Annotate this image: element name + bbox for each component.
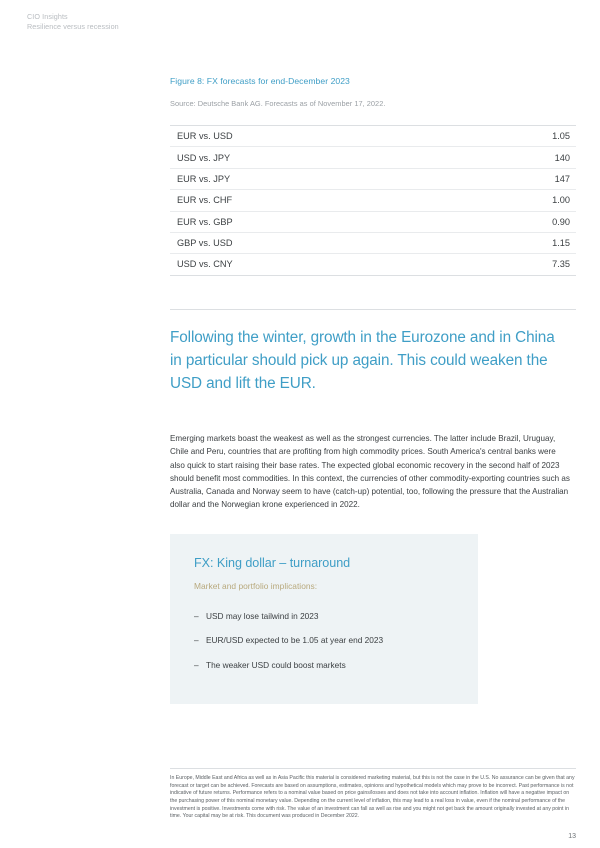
currency-pair-label: USD vs. JPY xyxy=(177,152,231,163)
list-item-label: EUR/USD expected to be 1.05 at year end 2023 xyxy=(206,635,384,646)
table-row xyxy=(170,147,576,168)
currency-pair-label: GBP vs. USD xyxy=(177,238,233,249)
list-item xyxy=(194,604,454,629)
figure-source: Source: Deutsche Bank AG. Forecasts as of November 17, 2022. xyxy=(170,99,386,108)
fx-forecast-table xyxy=(170,125,576,276)
currency-pair-label: EUR vs. USD xyxy=(177,131,233,142)
pull-quote: Following the winter, growth in the Eurozone and in China in particular should pick up again. This could weaken the USD and lift the EUR. xyxy=(170,328,555,393)
list-item xyxy=(194,629,454,654)
page-footer xyxy=(170,768,576,821)
list-item-label: USD may lose tailwind in 2023 xyxy=(206,610,319,621)
table-row xyxy=(170,232,576,253)
table-row xyxy=(170,126,576,147)
callout-title: FX: King dollar – turnaround xyxy=(194,556,351,571)
table-row xyxy=(170,254,576,275)
main-content xyxy=(170,0,576,704)
dash-bullet-icon: – xyxy=(194,635,199,646)
document-header xyxy=(27,12,119,31)
currency-pair-value: 1.15 xyxy=(552,238,570,249)
section-divider xyxy=(170,309,576,310)
currency-pair-value: 1.05 xyxy=(552,131,570,142)
table-row xyxy=(170,168,576,189)
currency-pair-value: 140 xyxy=(554,152,570,163)
header-title-line: CIO Insights xyxy=(27,12,68,21)
body-paragraph: Emerging markets boast the weakest as well as the strongest currencies. The latter include Brazil, Uruguay, Chile and Peru, countries that are profiting from high commodity prices. South America's central banks were also quick to start raising their base rates. The expected global economic recovery in the second half of 2023 should benefit most commodities. In this context, the currencies of other commodity-exporting countries such as Australia, Canada and Norway seem to have (catch-up) potential, too, following the pressure that the Australian dollar and the Norwegian krone experienced in 2022. xyxy=(170,434,570,509)
page-number: 13 xyxy=(568,833,576,840)
footer-disclaimer: In Europe, Middle East and Africa as well as in Asia Pacific this material is considered marketing material, but this is not the case in the U.S. No assurance can be given that any forecast or target can be achieved. Forecasts are based on assumptions, estimates, opinions and hypothetical models which may prove to be incorrect. Past performance is not indicative of future returns. Performance refers to a nominal value based on price gains/losses and does not take into account inflation. Inflation will have a negative impact on the purchasing power of this nominal monetary value. Depending on the current level of inflation, this may lead to a real loss in value, even if the nominal performance of the investment is positive. Investments come with risk. The value of an investment can fall as well as rise and you might not get back the amount originally invested at any point in time. Your capital may be at risk. This document was produced in December 2022. xyxy=(170,775,575,820)
currency-pair-label: USD vs. CNY xyxy=(177,259,233,270)
currency-pair-label: EUR vs. GBP xyxy=(177,216,233,227)
currency-pair-value: 0.90 xyxy=(552,216,570,227)
dash-bullet-icon: – xyxy=(194,659,199,670)
callout-box xyxy=(170,534,478,704)
currency-pair-value: 7.35 xyxy=(552,259,570,270)
callout-list xyxy=(194,604,454,678)
fx-table-body xyxy=(170,126,576,276)
currency-pair-value: 1.00 xyxy=(552,195,570,206)
header-subtitle-line: Resilience versus recession xyxy=(27,21,119,31)
table-row xyxy=(170,190,576,211)
figure-title: Figure 8: FX forecasts for end-December 2023 xyxy=(170,76,350,86)
currency-pair-value: 147 xyxy=(554,173,570,184)
footer-divider xyxy=(170,768,576,769)
dash-bullet-icon: – xyxy=(194,610,199,621)
currency-pair-label: EUR vs. CHF xyxy=(177,195,233,206)
currency-pair-label: EUR vs. JPY xyxy=(177,173,231,184)
callout-subtitle: Market and portfolio implications: xyxy=(194,581,318,592)
list-item-label: The weaker USD could boost markets xyxy=(206,659,346,670)
table-row xyxy=(170,211,576,232)
list-item xyxy=(194,653,454,678)
